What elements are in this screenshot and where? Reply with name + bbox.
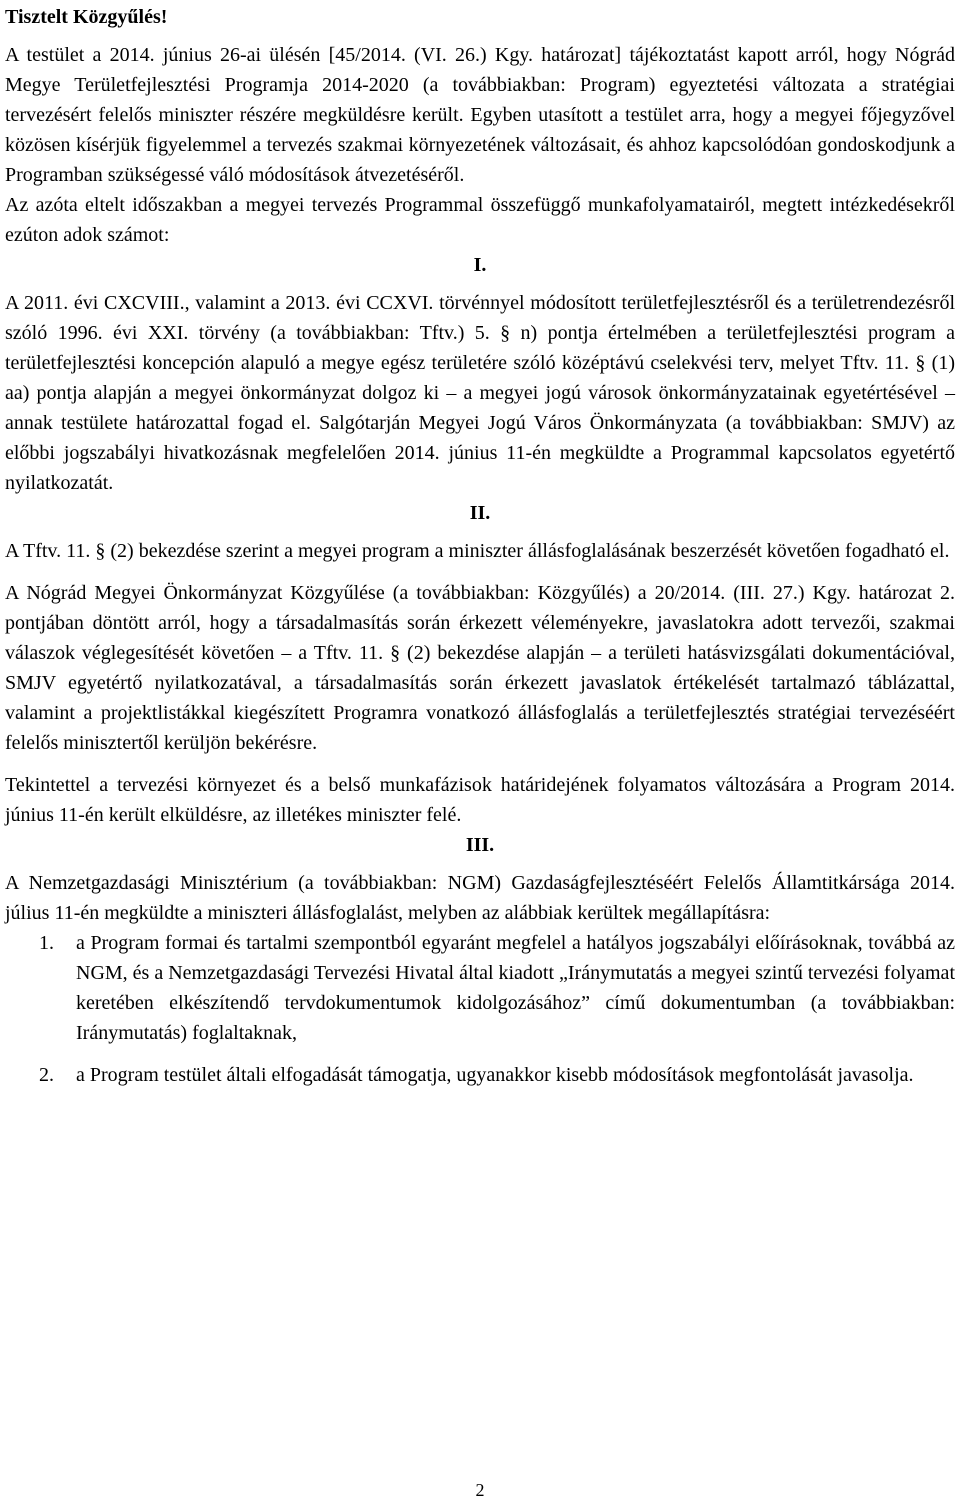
section-heading-1: I. — [473, 254, 487, 276]
section-1-paragraph-1: A 2011. évi CXCVIII., valamint a 2013. évi CCXVI. törvénnyel módosított területfejlesztésről és a területrendezésről szóló 1996. évi XXI. törvény (a továbbiakban: Tftv.) 5. § n) pontja értelmében a területfejlesztési program a területfejlesztési koncepción alapuló a megye egész területére szóló középtávú cselekvési terv, melyet Tftv. 11. § (1) aa) pontja alapján a megyei önkormányzat dolgoz ki – a megyei jogú városok önkormányzatainak egyetértésével – annak testülete határozattal fogad el. Salgótarján Megyei Jogú Város Önkormányzata (a továbbiakban: SMJV) az előbbi jogszabályi hivatkozásnak megfelelően 2014. június 11-én megküldte a Programmal kapcsolatos egyetértő nyilatkozatát. — [5, 292, 955, 494]
section-2-paragraph-3: Tekintettel a tervezési környezet és a belső munkafázisok határidejének folyamatos változására a Program 2014. június 11-én került elküldésre, az illetékes miniszter felé. — [5, 774, 955, 826]
section-3-paragraph-1: A Nemzetgazdasági Minisztérium (a továbbiakban: NGM) Gazdaságfejlesztéséért Felelős Államtitkársága 2014. július 11-én megküldte a miniszteri állásfoglalást, melyben az alábbiak kerültek megállapításra: — [5, 872, 955, 924]
list-item-text: a Program testület általi elfogadását támogatja, ugyanakkor kisebb módosítások megfontolását javasolja. — [76, 1064, 914, 1086]
list-item — [5, 1060, 955, 1090]
page-number: 2 — [475, 1480, 485, 1500]
salutation: Tisztelt Közgyűlés! — [5, 6, 168, 28]
section-2-paragraph-2: A Nógrád Megyei Önkormányzat Közgyűlése (a továbbiakban: Közgyűlés) a 20/2014. (III. 27.) Kgy. határozat 2. pontjában döntött arról, hogy a társadalmasítás során érkezett véleményekre, javaslatokra adott tervezői, szakmai válaszok véglegesítését követően – a Tftv. 11. § (2) bekezdése alapján – a területi hatásvizsgálati dokumentációval, SMJV egyetértő nyilatkozatával, a társadalmasítás során érkezett javaslatok értékelését tartalmazó táblázattal, valamint a projektlistákkal kiegészített Programra vonatkozó állásfoglalás a területfejlesztés stratégiai tervezéséért felelős minisztertől kerüljön bekérésre. — [5, 582, 955, 754]
list-item-number: 1. — [39, 932, 54, 954]
intro-paragraph-2: Az azóta eltelt időszakban a megyei tervezés Programmal összefüggő munkafolyamatairól, megtett intézkedésekről ezúton adok számot: — [5, 194, 955, 246]
list-item — [5, 928, 955, 1048]
section-heading-2: II. — [469, 502, 491, 524]
list-item-number: 2. — [39, 1064, 54, 1086]
section-heading-3: III. — [465, 834, 495, 856]
intro-paragraph-1: A testület a 2014. június 26-ai ülésén [45/2014. (VI. 26.) Kgy. határozat] tájékoztatást kapott arról, hogy Nógrád Megye Területfejlesztési Programja 2014-2020 (a továbbiakban: Program) egyeztetési változata a stratégiai tervezésért felelős miniszter részére megküldésre került. Egyben utasított a testület arra, hogy a megyei főjegyzővel közösen kísérjük figyelemmel a tervezés szakmai környezetének változásait, és ahhoz kapcsolódóan gondoskodjunk a Programban szükségessé váló módosítások átvezetéséről. — [5, 44, 955, 186]
section-2-paragraph-1: A Tftv. 11. § (2) bekezdése szerint a megyei program a miniszter állásfoglalásának beszerzését követően fogadható el. — [5, 540, 950, 562]
list-item-text: a Program formai és tartalmi szempontból egyaránt megfelel a hatályos jogszabályi előírásoknak, továbbá az NGM, és a Nemzetgazdasági Tervezési Hivatal által kiadott „Iránymutatás a megyei szintű tervezési folyamat keretében elkészítendő tervdokumentumok kidolgozásához” című dokumentumban (a továbbiakban: Iránymutatás) foglaltaknak, — [76, 932, 955, 1044]
findings-list — [5, 928, 955, 1090]
